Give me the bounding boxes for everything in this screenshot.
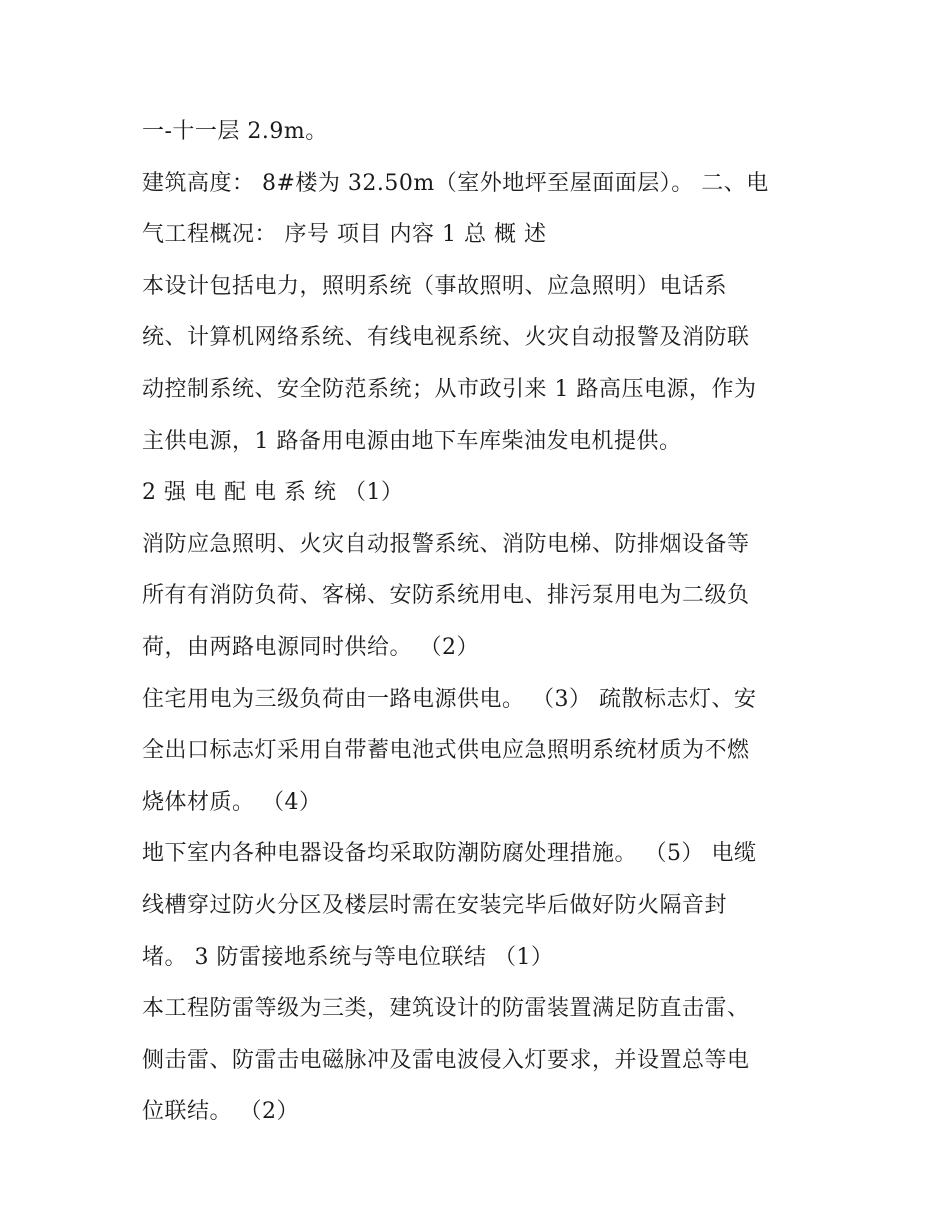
section-heading: 2 强 电 配 电 系 统 （1）: [142, 480, 404, 506]
text-line: 一-十一层 2.9m。: [142, 119, 328, 144]
text-line: 所有有消防负荷、客梯、安防系统用电、排污泵用电为二级负: [142, 583, 750, 609]
text-line: 荷，由两路电源同时供给。 （2）: [142, 634, 479, 660]
text-line: 消防应急照明、火灾自动报警系统、消防电梯、防排烟设备等: [142, 531, 750, 557]
text-line: 烧体材质。 （4）: [142, 789, 322, 815]
text-line: 建筑高度： 8#楼为 32.50m（室外地坪至屋面面层）。 二、电: [142, 170, 769, 196]
text-line: 地下室内各种电器设备均采取防潮防腐处理措施。 （5） 电缆: [142, 841, 757, 867]
text-line: 堵。 3 防雷接地系统与等电位联结 （1）: [142, 944, 554, 970]
text-line: 统、计算机网络系统、有线电视系统、火灾自动报警及消防联: [142, 325, 750, 351]
text-line: 住宅用电为三级负荷由一路电源供电。 （3） 疏散标志灯、安: [142, 686, 757, 712]
text-line: 动控制系统、安全防范系统；从市政引来 1 路高压电源，作为: [142, 376, 757, 402]
text-line: 位联结。 （2）: [142, 1099, 299, 1125]
text-line: 本工程防雷等级为三类，建筑设计的防雷装置满足防直击雷、: [142, 996, 750, 1022]
text-line: 侧击雷、防雷击电磁脉冲及雷电波侵入灯要求，并设置总等电: [142, 1047, 750, 1073]
document-body: [142, 106, 822, 1138]
text-line: 气工程概况： 序号 项目 内容 1 总 概 述: [142, 222, 547, 248]
text-line: 主供电源，1 路备用电源由地下车库柴油发电机提供。: [142, 428, 682, 454]
text-line: 全出口标志灯采用自带蓄电池式供电应急照明系统材质为不燃: [142, 738, 750, 764]
text-line: 本设计包括电力，照明系统（事故照明、应急照明）电话系: [142, 273, 728, 299]
text-line: 线槽穿过防火分区及楼层时需在安装完毕后做好防火隔音封: [142, 892, 728, 918]
